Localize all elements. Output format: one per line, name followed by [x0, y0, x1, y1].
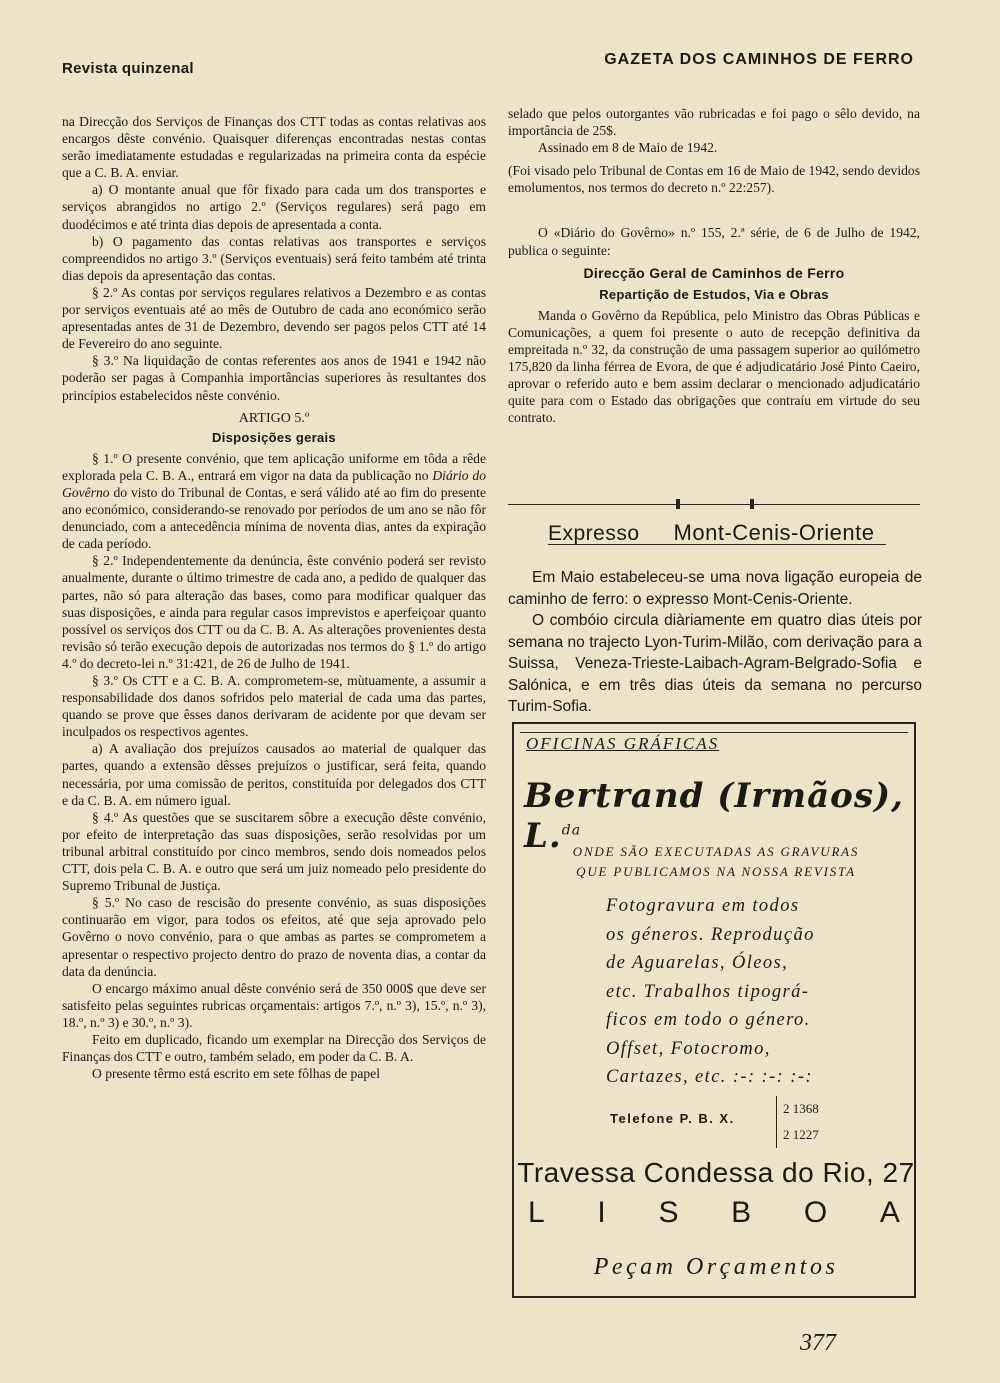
paragraph: § 4.º As questões que se suscitarem sôbre a execução dêste convénio, por efeito de interpretação das suas disposições, serão resolvidas por um tribunal arbitral constituído por cinco membros, sendo dois nomeados pelos CTT, dois pela C. B. A. e outro que será um juiz nomeado pelo presidente do Supremo Tribunal de Justiça. [62, 809, 486, 894]
services-line: Offset, Fotocromo, [606, 1038, 771, 1059]
paragraph: a) O montante anual que fôr fixado para cada um dos transportes e serviços abrangidos no artigo 2.º (Serviços regulares) será pago em duodécimos e até trinta dias depois de apresentada a conta. [62, 182, 486, 232]
divider-ornament [750, 499, 754, 509]
express-heading [548, 520, 888, 546]
ad-top-rule [520, 732, 908, 733]
services-line: Fotogravura em todos [606, 896, 800, 916]
services-line: etc. Trabalhos tipográ- [606, 981, 810, 1002]
header-right: GAZETA DOS CAMINHOS DE FERRO [604, 51, 914, 68]
paragraph: b) O pagamento das contas relativas aos transportes e serviços compreendidos no artigo 3.º (Serviços eventuais) será feito também até trinta dias depois da apresentação das contas. [62, 233, 486, 283]
text-span: § 1.º O presente convénio, que tem aplicação uniforme em tôda a rêde explorada pela C. B. A., entrará em vigor na data da publicação no [62, 450, 486, 483]
section-title: Direcção Geral de Caminhos de Ferro [583, 264, 845, 281]
ad-city [528, 1196, 900, 1230]
city-letter: L [528, 1196, 545, 1229]
phone-number: 2 1227 [783, 1127, 819, 1142]
header-left: Revista quinzenal [62, 60, 194, 77]
spacer [508, 196, 920, 216]
city-letter: B [731, 1196, 752, 1229]
divider-ornament [676, 499, 680, 509]
paragraph: Feito em duplicado, ficando um exemplar na Direcção dos Serviços de Finanças dos CTT e outro, também selado, em poder da C. B. A. [62, 1031, 486, 1065]
company-name: Bertrand (Irmãos), L. [524, 776, 904, 856]
divider-line [508, 504, 920, 505]
paragraph: § 2.º Independentemente da denúncia, êste convénio poderá ser revisto anualmente, durante o último trimestre de cada ano, a pedido de qualquer das partes, não só para alteração das bases, como para modificar qualquer das suas disposições, e ainda para regular casos imprevistos e aperfeiçoar quanto possível os serviços dos CTT ou da C. B. A. As alterações provenientes desta revisão só terão execução depois de autorizadas nos termos do § 1.º do artigo 4.º do decreto-lei n.º 31:421, de 26 de Julho de 1941. [62, 553, 486, 671]
paragraph: selado que pelos outorgantes vão rubricadas e foi pago o sêlo devido, na importância de 25$. [508, 106, 920, 139]
express-article [508, 567, 922, 718]
paragraph: O presente têrmo está escrito em sete fôlhas de papel [92, 1066, 380, 1082]
services-line: Cartazes, etc. :-: :-: :-: [606, 1067, 813, 1087]
phone-numbers [776, 1096, 819, 1148]
ad-address: Travessa Condessa do Rio, 27 [517, 1157, 915, 1188]
right-column [508, 105, 920, 427]
heading-underline [548, 544, 886, 545]
ad-call-to-action: Peçam Orçamentos [593, 1254, 839, 1280]
ad-tagline [514, 842, 918, 882]
ad-services [606, 892, 846, 1092]
paragraph: na Direcção dos Serviços de Finanças dos CTT todas as contas relativas aos encargos dêste convénio. Quaisquer diferenças encontradas nestas contas serão imediatamente estudadas e regularizadas na primeira conta da espécie que a C. B. A. enviar. [62, 114, 486, 181]
services-line: ficos em todo o género. [606, 1010, 811, 1030]
paragraph [62, 450, 486, 553]
express-title-word: Expresso [548, 522, 640, 545]
left-column [62, 113, 486, 1082]
paragraph: Assinado em 8 de Maio de 1942. [538, 140, 718, 156]
city-letter: A [879, 1196, 900, 1229]
phone-label: Telefone P. B. X. [610, 1111, 735, 1126]
paragraph: O combóio circula diàriamente em quatro dias úteis por semana no trajecto Lyon-Turim-Milão, com derivação para a Suissa, Veneza-Trieste-Laibach-Agram-Belgrado-Sofia e Salónica, e em três dias úteis da semana no percurso Turim-Sofia. [508, 612, 922, 715]
paragraph: O «Diário do Govêrno» n.º 155, 2.ª série, de 6 de Julho de 1942, publica o seguinte: [508, 225, 920, 258]
paragraph: Em Maio estabeleceu-se uma nova ligação europeia de caminho de ferro: o expresso Mont-Cenis-Oriente. [508, 569, 922, 608]
text-span: do visto do Tribunal de Contas, e será válido até ao fim do presente ano económico, considerando-se renovado por períodos de um ano se não fôr denunciado, com a antecedência mínima de noventa dias, antes da expiração de cada período. [62, 484, 486, 552]
article-title: ARTIGO 5.º [238, 410, 310, 426]
article-subtitle: Disposições gerais [212, 429, 336, 445]
paragraph: Manda o Govêrno da República, pelo Ministro das Obras Públicas e Comunicações, a quem foi presente o auto de recepção definitiva da empreitada n.º 32, da construção de uma passagem superior ao quilómetro 175,820 da linha férrea de Evora, de que é adjudicatário José Pinto Caeiro, aprovar o referido auto e bem assim declarar o mencionado adjudicatário quite para com o Estado das obrigações que contraíu em virtude do seu contrato. [508, 307, 920, 426]
tagline-line: QUE PUBLICAMOS NA NOSSA REVISTA [576, 864, 856, 879]
paragraph: § 3.º Na liquidação de contas referentes aos anos de 1941 e 1942 não poderão ser pagas à Companhia importâncias superiores às resultantes dos princípios estabelecidos nêste convénio. [62, 353, 486, 403]
paragraph: § 5.º No caso de rescisão do presente convénio, as suas disposições continuarão em vigor, para todos os efeitos, até que seja aprovado pelo Govêrno o novo convénio, para o que ambas as partes se comprometem a apresentar o respectivo projecto dentro do prazo de noventa dias, a contar da data da denúncia. [62, 895, 486, 979]
services-line: os géneros. Reprodução [606, 924, 815, 945]
city-letter: I [597, 1196, 606, 1229]
section-divider [508, 499, 920, 509]
company-suffix: da [561, 822, 582, 839]
services-line: de Aguarelas, Óleos, [606, 953, 789, 973]
visa-note: (Foi visado pelo Tribunal de Contas em 16 de Maio de 1942, sendo devidos emolumentos, nos termos do decreto n.º 22:257). [508, 163, 920, 196]
express-title-name: Mont-Cenis-Oriente [673, 520, 875, 545]
ad-oficinas: OFICINAS GRÁFICAS [526, 734, 720, 753]
paragraph: § 3.º Os CTT e a C. B. A. comprometem-se, mùtuamente, a assumir a responsabilidade dos danos sofridos pelo material de cada uma das partes, quando se prove que êsses danos derivaram de acidente por que devam ser inculpados os respectivos agentes. [62, 673, 486, 740]
phone-number: 2 1368 [783, 1101, 819, 1116]
paragraph: a) A avaliação dos prejuízos causados ao material de qualquer das partes, quando a extensão dêsses prejuízos o justificar, será feita, quando necessária, por uma comissão de peritos, constituída por delegados dos CTT e da C. B. A. em número igual. [62, 741, 486, 808]
advertisement [512, 722, 916, 1298]
tagline-line: ONDE SÃO EXECUTADAS AS GRAVURAS [572, 844, 860, 859]
page-number: 377 [800, 1330, 836, 1356]
paragraph: O encargo máximo anual dêste convénio será de 350 000$ que deve ser satisfeito pelas seguintes rubricas orçamentais: artigos 7.º, n.º 3), 15.º, n.º 3), 18.º, n.º 3) e 30.º, n.º 3). [62, 980, 486, 1030]
city-letter: O [803, 1196, 828, 1229]
city-letter: S [658, 1196, 679, 1229]
section-subtitle: Repartição de Estudos, Via e Obras [599, 286, 829, 302]
italic-title: Diário do Govêrno [62, 467, 487, 500]
paragraph: § 2.º As contas por serviços regulares relativos a Dezembro e as contas por serviços eventuais até ao mês de Outubro de cada ano económico serão apresentadas antes de 31 de Dezembro, devendo ser pagos pelos CTT até 14 de Fevereiro do ano seguinte. [62, 284, 486, 352]
